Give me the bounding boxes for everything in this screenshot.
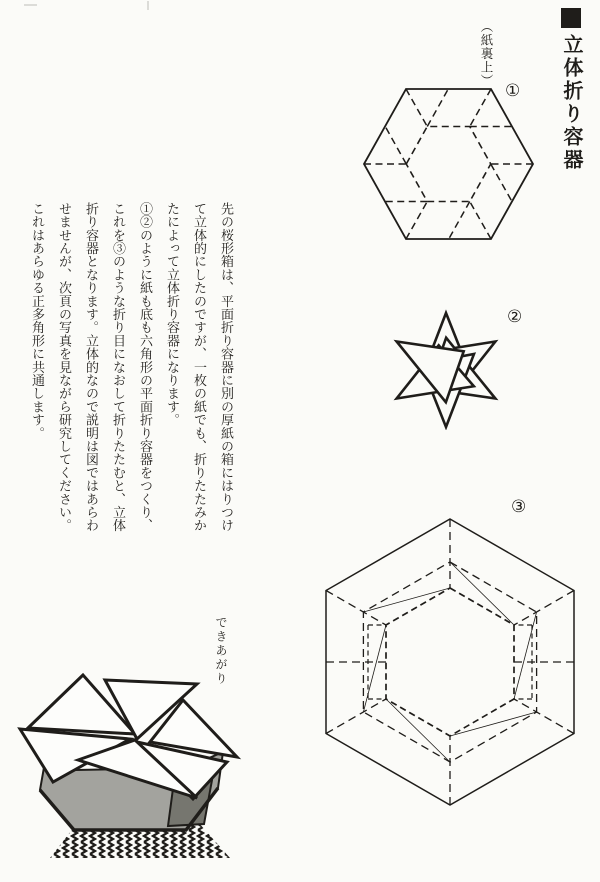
crop-mark [24,4,37,6]
figure3-number: ③ [511,497,527,516]
finished-model-illustration [16,638,251,866]
crop-mark [147,1,149,10]
section-header [559,8,583,172]
body-paragraph-2: ①②のように紙も底も六角形の平面折り容器をつくり、これを③のような折り目になおして折りたたむと、立体折り容器となります。立体的なので説明は図ではあらわせませんが、次頁の写真を見ながら研究してください。これはあらゆる正多角形に共通します。 [30,202,153,532]
section-marker-square [561,8,581,28]
body-paragraph-1: 先の桜形箱は、平面折り容器に別の厚紙の箱にはりつけて立体的にしたのですが、一枚の紙でも、折りたたみかたによって立体折り容器になります。 [165,202,234,532]
figure3-3d-crease-pattern-diagram [320,514,580,810]
figure1-caption: （紙裏上） [479,20,493,88]
figure1-crease-pattern-diagram [362,86,536,242]
figure2-folded-pinwheel-diagram [384,306,508,430]
finished-model-label: できあがり [214,616,228,686]
figure1-number: ① [505,81,521,100]
body-text [24,202,240,532]
section-title: 立体折り容器 [560,34,582,172]
figure2-number: ② [507,307,523,326]
